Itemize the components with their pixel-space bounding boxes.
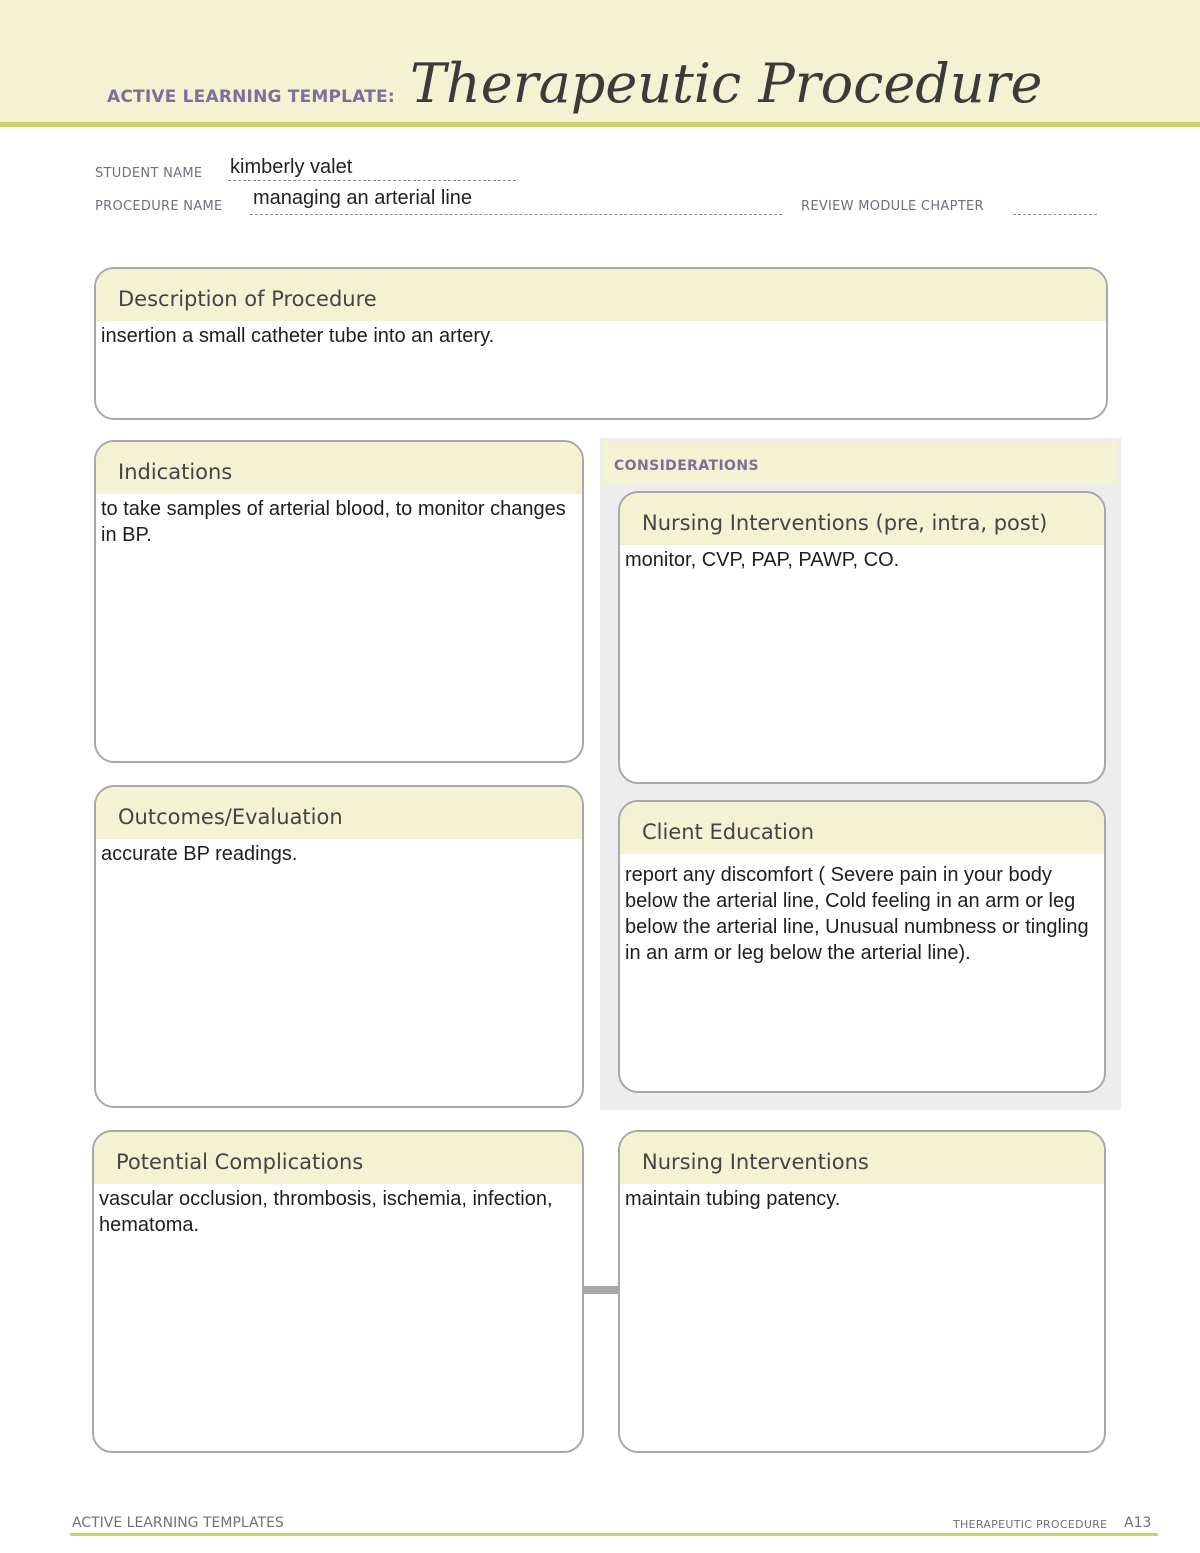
outcomes-title: Outcomes/Evaluation bbox=[96, 787, 582, 839]
nursing-interventions-card bbox=[618, 1130, 1106, 1453]
header-prefix: ACTIVE LEARNING TEMPLATE: bbox=[107, 87, 395, 107]
footer-page-number: A13 bbox=[1124, 1515, 1152, 1531]
card-connector bbox=[582, 1286, 620, 1294]
indications-text[interactable]: to take samples of arterial blood, to monitor changes in BP. bbox=[101, 498, 566, 546]
indications-title: Indications bbox=[96, 442, 582, 494]
client-education-text[interactable]: report any discomfort ( Severe pain in your body below the arterial line, Cold feeling in an arm or leg below the arterial line, Unusual numbness or tingling in an arm or leg below the arterial line). bbox=[625, 864, 1089, 964]
student-name-field[interactable]: kimberly valet bbox=[230, 156, 353, 178]
student-name-line bbox=[228, 180, 516, 181]
potential-complications-text[interactable]: vascular occlusion, thrombosis, ischemia, infection, hematoma. bbox=[99, 1188, 553, 1236]
page-title: Therapeutic Procedure bbox=[410, 52, 1043, 115]
nursing-interventions-ppp-text[interactable]: monitor, CVP, PAP, PAWP, CO. bbox=[625, 549, 900, 571]
footer-left: ACTIVE LEARNING TEMPLATES bbox=[72, 1515, 284, 1531]
review-module-line bbox=[1013, 214, 1097, 215]
potential-complications-card bbox=[92, 1130, 584, 1453]
nursing-interventions-title: Nursing Interventions bbox=[620, 1132, 1104, 1184]
outcomes-card bbox=[94, 785, 584, 1108]
nursing-interventions-ppp-card bbox=[618, 491, 1106, 784]
footer-right: THERAPEUTIC PROCEDURE bbox=[953, 1518, 1108, 1531]
header-rule bbox=[0, 122, 1200, 127]
description-card bbox=[94, 267, 1108, 420]
indications-card bbox=[94, 440, 584, 763]
outcomes-text[interactable]: accurate BP readings. bbox=[101, 843, 298, 865]
client-education-card bbox=[618, 800, 1106, 1093]
description-title: Description of Procedure bbox=[96, 269, 1106, 321]
client-education-title: Client Education bbox=[620, 802, 1104, 854]
potential-complications-title: Potential Complications bbox=[94, 1132, 582, 1184]
considerations-label: CONSIDERATIONS bbox=[604, 442, 1117, 484]
nursing-interventions-text[interactable]: maintain tubing patency. bbox=[625, 1188, 841, 1210]
student-name-label: STUDENT NAME bbox=[95, 166, 203, 181]
description-text[interactable]: insertion a small catheter tube into an artery. bbox=[101, 325, 495, 347]
footer-rule bbox=[70, 1533, 1158, 1536]
procedure-name-field[interactable]: managing an arterial line bbox=[253, 187, 473, 209]
procedure-name-label: PROCEDURE NAME bbox=[95, 199, 223, 214]
procedure-name-line bbox=[250, 214, 782, 215]
nursing-interventions-ppp-title: Nursing Interventions (pre, intra, post) bbox=[620, 493, 1104, 545]
review-module-label: REVIEW MODULE CHAPTER bbox=[801, 199, 984, 214]
